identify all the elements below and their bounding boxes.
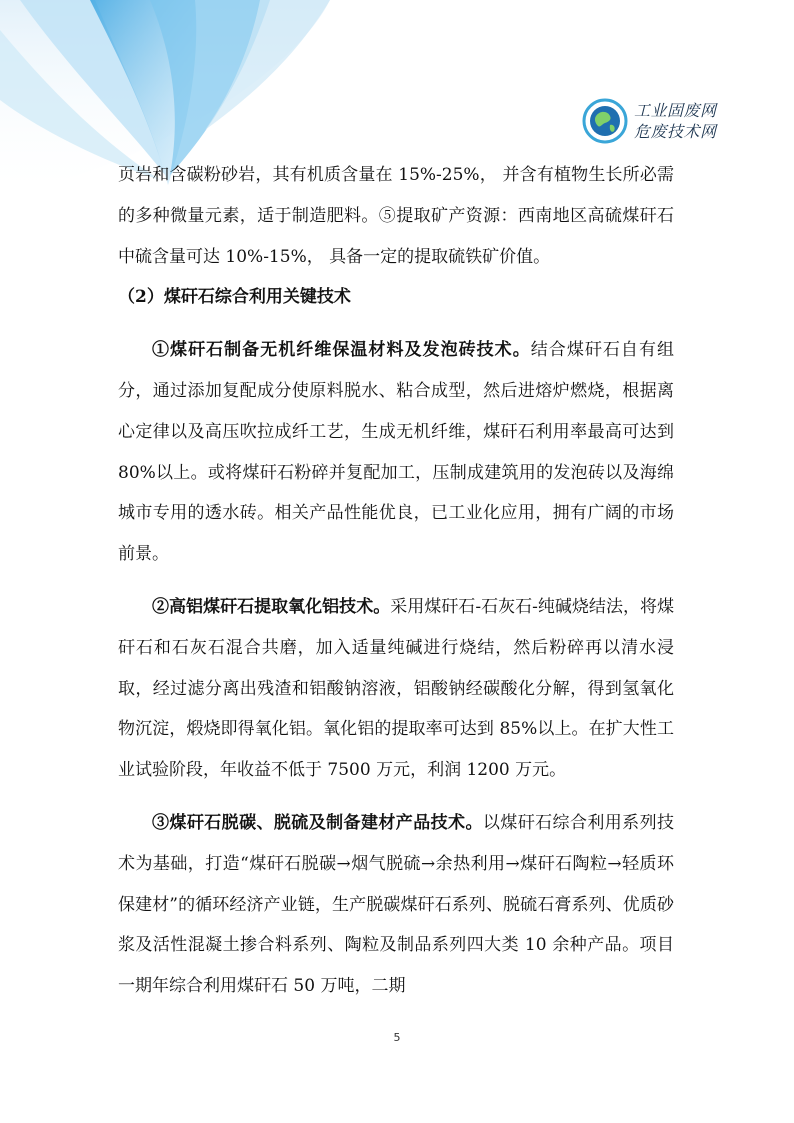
globe-icon	[580, 96, 630, 146]
logo-line-2: 危废技术网	[634, 122, 717, 141]
paragraph-title: ①煤矸石制备无机纤维保温材料及发泡砖技术。	[152, 340, 531, 361]
paragraph-text: 以煤矸石综合利用系列技术为基础，打造“煤矸石脱碳→烟气脱硫→余热利用→煤矸石陶粒→轻质环保建材”的循环经济产业链，生产脱碳煤矸石系列、脱硫石膏系列、优质砂浆及活性混凝土掺合料系列、陶粒及制品系列四大类 10 余种产品。项目一期年综合利用煤矸石 50 万吨，二期	[118, 812, 675, 997]
section-heading: （2）煤矸石综合利用关键技术	[118, 287, 351, 308]
document-body	[118, 155, 674, 1007]
site-logo	[580, 96, 740, 146]
paragraph-title: ②高铝煤矸石提取氧化铝技术。	[152, 596, 391, 617]
paragraph-text: 结合煤矸石自有组分，通过添加复配成分使原料脱水、粘合成型，然后进熔炉燃烧，根据离心定律以及高压吹拉成纤工艺，生成无机纤维，煤矸石利用率最高可达到 80%以上。或将煤矸石粉碎并复配加工，压制成建筑用的发泡砖以及海绵城市专用的透水砖。相关产品性能优良，已工业化应用，拥有广阔的市场前景。	[118, 340, 674, 565]
paragraph-fiber-insulation	[118, 330, 674, 575]
paragraph-text: 采用煤矸石-石灰石-纯碱烧结法，将煤矸石和石灰石混合共磨，加入适量纯碱进行烧结，然后粉碎再以清水浸取，经过滤分离出残渣和铝酸钠溶液，铝酸钠经碳酸化分解，得到氢氧化物沉淀，煅烧即得氧化铝。氧化铝的提取率可达到 85%以上。在扩大性工业试验阶段，年收益不低于 7500 万元，利润 1200 万元。	[118, 596, 674, 781]
paragraph-decarbonization	[118, 803, 674, 1007]
logo-line-1: 工业固废网	[634, 101, 717, 120]
paragraph-alumina-extraction	[118, 587, 674, 791]
paragraph-continued: 页岩和含碳粉砂岩，其有机质含量在 15%-25%， 并含有植物生长所必需的多种微量元素，适于制造肥料。⑤提取矿产资源：西南地区高硫煤矸石中硫含量可达 10%-15%， 具备一定的提取硫铁矿价值。	[118, 165, 674, 267]
page-number: 5	[393, 1031, 401, 1044]
paragraph-title: ③煤矸石脱碳、脱硫及制备建材产品技术。	[152, 812, 483, 833]
